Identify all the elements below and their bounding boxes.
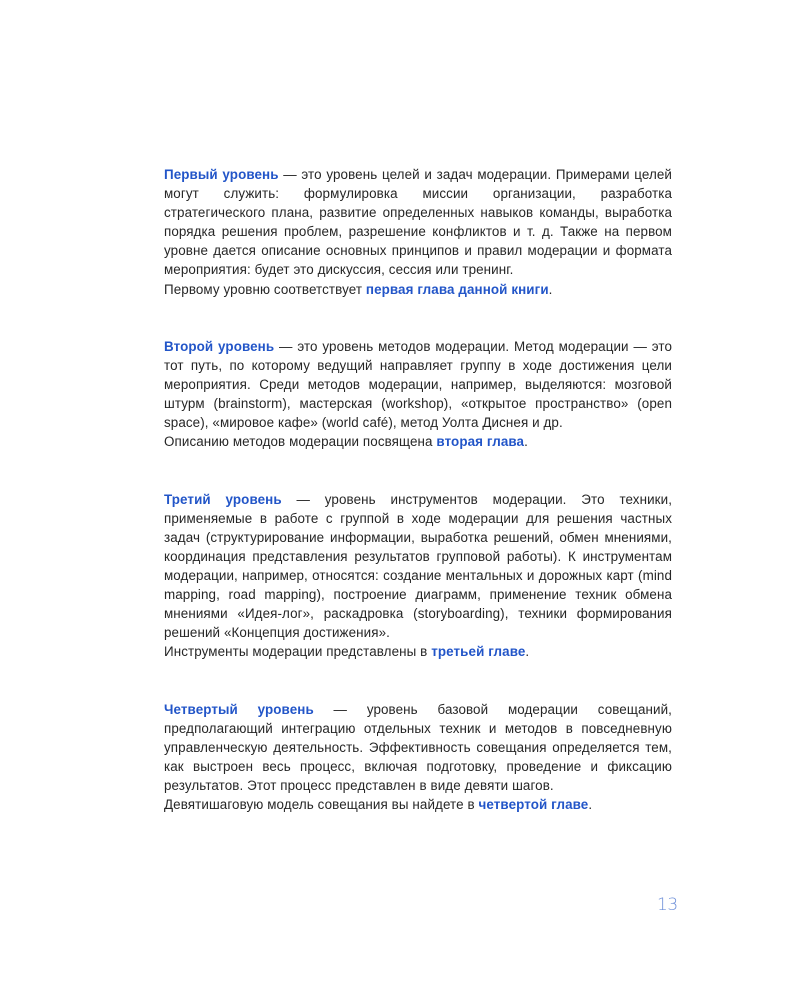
level-1-description bbox=[164, 165, 672, 280]
level-3-section bbox=[164, 490, 672, 662]
level-3-text: — уровень инструментов модерации. Это техники, применяемые в работе с группой в ходе модерации для решения частных задач (структурирование информации, выработка решений, обмен мнениями, координация представления результатов групповой работы). К инструментам модерации, например, относятся: создание ментальных и дорожных карт (mind mapping, road mapping), построение диаграмм, применение техник обмена мнениями «Идея-лог», раскадровка (storyboarding), техники формирования решений «Концепция достижения». bbox=[164, 491, 673, 641]
page-number: 13 bbox=[657, 895, 678, 915]
level-3-chapter-reference bbox=[164, 642, 672, 661]
level-1-chapter-reference bbox=[164, 280, 672, 299]
level-2-description bbox=[164, 337, 672, 432]
level-4-description bbox=[164, 700, 672, 795]
level-4-ref-prefix: Девятишаговую модель совещания вы найдете в bbox=[164, 797, 479, 813]
level-1-heading: Первый уровень bbox=[164, 167, 279, 182]
level-4-section bbox=[164, 700, 672, 815]
level-3-description bbox=[164, 490, 672, 643]
level-1-section bbox=[164, 165, 672, 299]
level-1-ref-prefix: Первому уровню соответствует bbox=[164, 281, 366, 297]
level-4-heading: Четвертый уровень bbox=[164, 701, 314, 717]
page-body bbox=[164, 165, 672, 852]
level-1-text: — это уровень целей и задач модерации. Примерами целей могут служить: формулировка миссии организации, разработка стратегического плана, развитие определенных навыков команды, выработка порядка решения проблем, разрешение конфликтов и т. д. Также на первом уровне дается описание основных принципов и правил модерации и формата мероприятия: будет это дискуссия, сессия или тренинг. bbox=[164, 167, 672, 278]
level-1-chapter-link[interactable]: первая глава данной книги bbox=[365, 281, 549, 297]
level-4-text: — уровень базовой модерации совещаний, предполагающий интеграцию отдельных техник и методов в повседневную управленческую деятельность. Эффективность совещания определяется тем, как выстроен весь процесс, включая подготовку, проведение и фиксацию результатов. Этот процесс представлен в виде девяти шагов. bbox=[164, 701, 672, 793]
level-4-chapter-reference bbox=[164, 795, 672, 814]
level-2-text: — это уровень методов модерации. Метод модерации — это тот путь, по которому ведущий направляет группу в ходе достижения цели мероприятия. Среди методов модерации, например, выделяются: мозговой штурм (brainstorm), мастерская (workshop), «открытое пространство» (open space), «мировое кафе» (world café), метод Уолта Диснея и др. bbox=[164, 338, 673, 431]
level-3-chapter-link[interactable]: третьей главе bbox=[431, 644, 526, 660]
level-2-ref-prefix: Описанию методов модерации посвящена bbox=[164, 434, 437, 450]
level-3-ref-suffix: . bbox=[525, 644, 530, 660]
level-3-ref-prefix: Инструменты модерации представлены в bbox=[164, 644, 432, 660]
level-2-chapter-reference bbox=[164, 432, 672, 451]
level-2-heading: Второй уровень bbox=[164, 338, 275, 354]
level-3-heading: Третий уровень bbox=[164, 491, 282, 507]
level-4-chapter-link[interactable]: четвертой главе bbox=[478, 797, 589, 813]
level-2-ref-suffix: . bbox=[524, 434, 528, 450]
level-4-ref-suffix: . bbox=[588, 797, 593, 813]
level-2-section bbox=[164, 337, 672, 452]
level-1-ref-suffix: . bbox=[548, 281, 553, 297]
level-2-chapter-link[interactable]: вторая глава bbox=[436, 434, 525, 450]
